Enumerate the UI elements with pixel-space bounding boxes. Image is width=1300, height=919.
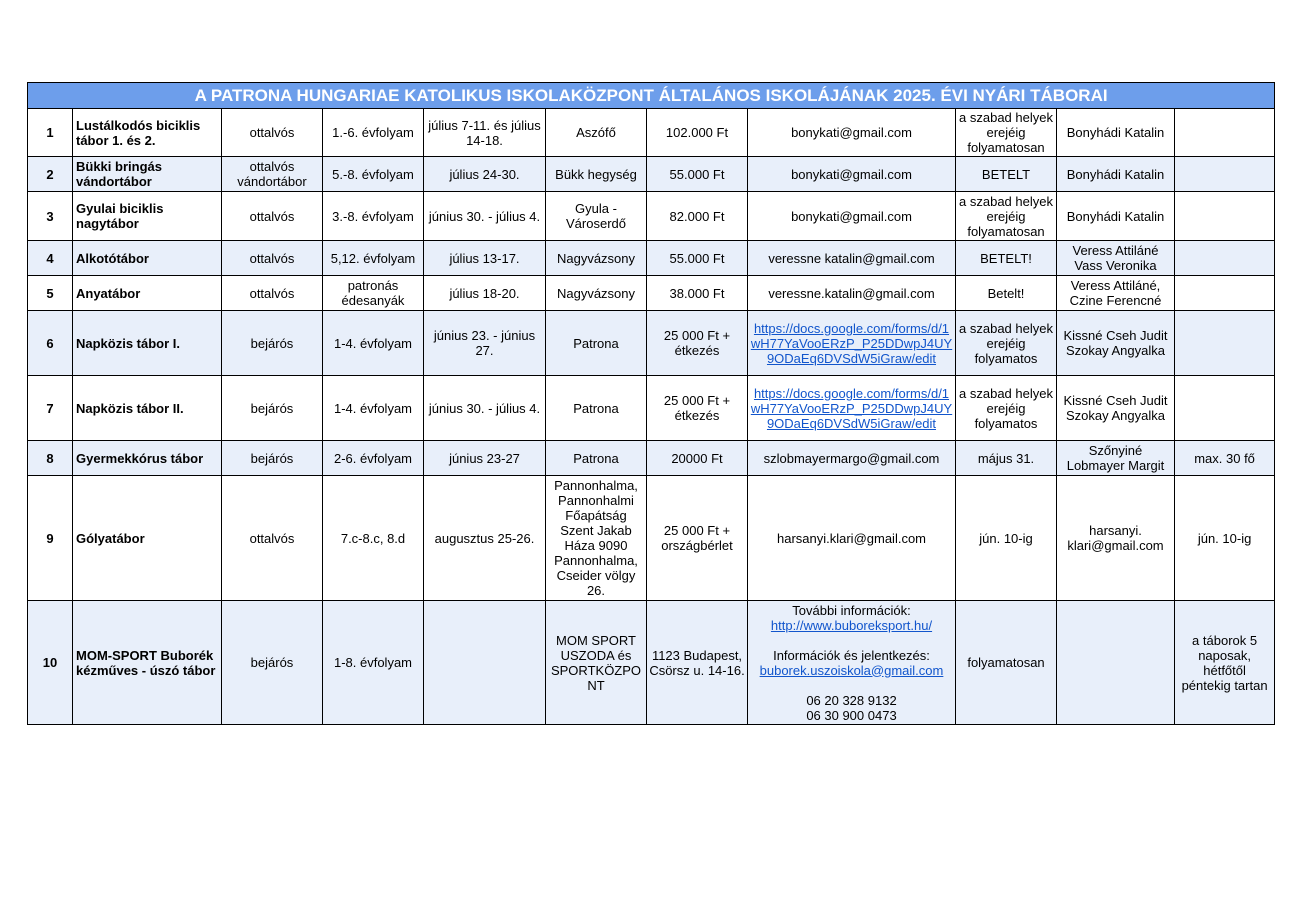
table-row: [28, 241, 1275, 276]
table-row: [28, 376, 1275, 441]
camp-type: bejárós: [222, 601, 323, 725]
row-number: 10: [28, 601, 73, 725]
email-link[interactable]: buborek.uszoiskola@gmail.com: [759, 662, 944, 678]
camp-date: június 30. - július 4.: [424, 376, 546, 441]
camp-price: 55.000 Ft: [647, 157, 748, 192]
camp-type: bejárós: [222, 441, 323, 476]
camp-name: Alkotótábor: [73, 241, 222, 276]
camp-name: Lustálkodós biciklis tábor 1. és 2.: [73, 109, 222, 157]
camp-price: 25 000 Ft + étkezés: [647, 311, 748, 376]
row-number: 4: [28, 241, 73, 276]
camp-leader: Kissné Cseh Judit Szokay Angyalka: [1057, 311, 1175, 376]
camp-note: [1175, 241, 1275, 276]
camp-date: július 18-20.: [424, 276, 546, 311]
registration-form-link[interactable]: https://docs.google.com/forms/d/1wH77YaVooERzP_P25DDwpJ4UY9ODaEq6DVSdW5iGraw/edit: [750, 320, 953, 366]
camp-deadline: BETELT: [956, 157, 1057, 192]
camp-grade: patronás édesanyák: [323, 276, 424, 311]
camp-type: ottalvós vándortábor: [222, 157, 323, 192]
camp-place: Pannonhalma, Pannonhalmi Főapátság Szent Jakab Háza 9090 Pannonhalma, Cseider völgy 26.: [546, 476, 647, 601]
camp-note: [1175, 311, 1275, 376]
camp-contact: szlobmayermargo@gmail.com: [748, 441, 956, 476]
row-number: 8: [28, 441, 73, 476]
camp-grade: 1-8. évfolyam: [323, 601, 424, 725]
camp-contact: bonykati@gmail.com: [748, 109, 956, 157]
camps-table: [27, 82, 1275, 725]
row-number: 6: [28, 311, 73, 376]
camp-leader: Szőnyiné Lobmayer Margit: [1057, 441, 1175, 476]
camp-deadline: május 31.: [956, 441, 1057, 476]
camp-deadline: folyamatosan: [956, 601, 1057, 725]
camp-date: június 23. - június 27.: [424, 311, 546, 376]
camp-leader: [1057, 601, 1175, 725]
camp-place: Nagyvázsony: [546, 241, 647, 276]
phone-number: 06 20 328 9132: [806, 692, 897, 708]
camp-name: Gyermekkórus tábor: [73, 441, 222, 476]
camp-contact: [748, 311, 956, 376]
camp-grade: 3.-8. évfolyam: [323, 192, 424, 241]
camp-type: bejárós: [222, 311, 323, 376]
camp-leader: Bonyhádi Katalin: [1057, 192, 1175, 241]
more-info-label: További információk:: [792, 602, 911, 618]
camp-contact: [748, 376, 956, 441]
camp-date: június 30. - július 4.: [424, 192, 546, 241]
camp-leader: Veress Attiláné, Czine Ferencné: [1057, 276, 1175, 311]
camp-deadline: BETELT!: [956, 241, 1057, 276]
website-link[interactable]: http://www.buboreksport.hu/: [770, 617, 933, 633]
camp-date: június 23-27: [424, 441, 546, 476]
camp-name: MOM-SPORT Buborék kézműves - úszó tábor: [73, 601, 222, 725]
camp-name: Gólyatábor: [73, 476, 222, 601]
camp-contact: bonykati@gmail.com: [748, 192, 956, 241]
table-row: [28, 311, 1275, 376]
camp-name: Bükki bringás vándortábor: [73, 157, 222, 192]
camp-deadline: Betelt!: [956, 276, 1057, 311]
camp-contact: veressne katalin@gmail.com: [748, 241, 956, 276]
camp-date: július 13-17.: [424, 241, 546, 276]
camp-note: [1175, 276, 1275, 311]
camp-date: [424, 601, 546, 725]
camp-price: 25 000 Ft + étkezés: [647, 376, 748, 441]
camp-name: Napközis tábor I.: [73, 311, 222, 376]
camp-deadline: jún. 10-ig: [956, 476, 1057, 601]
camp-type: ottalvós: [222, 109, 323, 157]
camp-note: a táborok 5 naposak, hétfőtől péntekig tartan: [1175, 601, 1275, 725]
camp-place: Patrona: [546, 376, 647, 441]
camp-date: július 7-11. és július 14-18.: [424, 109, 546, 157]
camp-place: Patrona: [546, 441, 647, 476]
camp-name: Gyulai biciklis nagytábor: [73, 192, 222, 241]
camp-grade: 5,12. évfolyam: [323, 241, 424, 276]
table-row: [28, 476, 1275, 601]
title-row: [28, 83, 1275, 109]
camp-price: 55.000 Ft: [647, 241, 748, 276]
camp-price: 82.000 Ft: [647, 192, 748, 241]
camp-leader: Kissné Cseh Judit Szokay Angyalka: [1057, 376, 1175, 441]
camp-grade: 5.-8. évfolyam: [323, 157, 424, 192]
camp-leader: Veress Attiláné Vass Veronika: [1057, 241, 1175, 276]
camp-type: bejárós: [222, 376, 323, 441]
camp-contact: bonykati@gmail.com: [748, 157, 956, 192]
camp-note: [1175, 376, 1275, 441]
camp-price: 25 000 Ft + országbérlet: [647, 476, 748, 601]
camp-name: Napközis tábor II.: [73, 376, 222, 441]
camp-price: 1123 Budapest, Csörsz u. 14-16.: [647, 601, 748, 725]
phone-number: 06 30 900 0473: [806, 707, 897, 723]
camp-name: Anyatábor: [73, 276, 222, 311]
camp-note: max. 30 fő: [1175, 441, 1275, 476]
camp-deadline: a szabad helyek erejéig folyamatosan: [956, 109, 1057, 157]
table-title: A PATRONA HUNGARIAE KATOLIKUS ISKOLAKÖZPONT ÁLTALÁNOS ISKOLÁJÁNAK 2025. ÉVI NYÁRI TÁBORAI: [28, 83, 1275, 109]
camp-deadline: a szabad helyek erejéig folyamatos: [956, 311, 1057, 376]
camp-deadline: a szabad helyek erejéig folyamatos: [956, 376, 1057, 441]
row-number: 2: [28, 157, 73, 192]
camp-type: ottalvós: [222, 476, 323, 601]
camp-place: Nagyvázsony: [546, 276, 647, 311]
camp-price: 20000 Ft: [647, 441, 748, 476]
camp-deadline: a szabad helyek erejéig folyamatosan: [956, 192, 1057, 241]
camp-contact: veressne.katalin@gmail.com: [748, 276, 956, 311]
apply-label: Információk és jelentkezés:: [773, 647, 930, 663]
table-row: [28, 276, 1275, 311]
row-number: 1: [28, 109, 73, 157]
camp-grade: 2-6. évfolyam: [323, 441, 424, 476]
camp-grade: 1-4. évfolyam: [323, 311, 424, 376]
registration-form-link[interactable]: https://docs.google.com/forms/d/1wH77YaVooERzP_P25DDwpJ4UY9ODaEq6DVSdW5iGraw/edit: [750, 385, 953, 431]
camp-place: Aszófő: [546, 109, 647, 157]
camp-type: ottalvós: [222, 241, 323, 276]
camp-leader: Bonyhádi Katalin: [1057, 157, 1175, 192]
camp-note: [1175, 157, 1275, 192]
camp-note: jún. 10-ig: [1175, 476, 1275, 601]
camp-contact: harsanyi.klari@gmail.com: [748, 476, 956, 601]
camp-grade: 1-4. évfolyam: [323, 376, 424, 441]
camp-date: augusztus 25-26.: [424, 476, 546, 601]
camp-leader: harsanyi. klari@gmail.com: [1057, 476, 1175, 601]
table-row: [28, 157, 1275, 192]
camp-grade: 1.-6. évfolyam: [323, 109, 424, 157]
row-number: 7: [28, 376, 73, 441]
camp-place: Patrona: [546, 311, 647, 376]
camp-note: [1175, 109, 1275, 157]
camp-price: 38.000 Ft: [647, 276, 748, 311]
table-row: [28, 601, 1275, 725]
row-number: 3: [28, 192, 73, 241]
camp-type: ottalvós: [222, 276, 323, 311]
row-number: 9: [28, 476, 73, 601]
camp-grade: 7.c-8.c, 8.d: [323, 476, 424, 601]
table-row: [28, 441, 1275, 476]
camp-place: Gyula - Városerdő: [546, 192, 647, 241]
camp-place: Bükk hegység: [546, 157, 647, 192]
table-row: [28, 192, 1275, 241]
camp-note: [1175, 192, 1275, 241]
camp-leader: Bonyhádi Katalin: [1057, 109, 1175, 157]
camp-type: ottalvós: [222, 192, 323, 241]
camp-contact: [748, 601, 956, 725]
row-number: 5: [28, 276, 73, 311]
table-row: [28, 109, 1275, 157]
camp-date: július 24-30.: [424, 157, 546, 192]
camp-place: MOM SPORT USZODA és SPORTKÖZPO NT: [546, 601, 647, 725]
camp-price: 102.000 Ft: [647, 109, 748, 157]
